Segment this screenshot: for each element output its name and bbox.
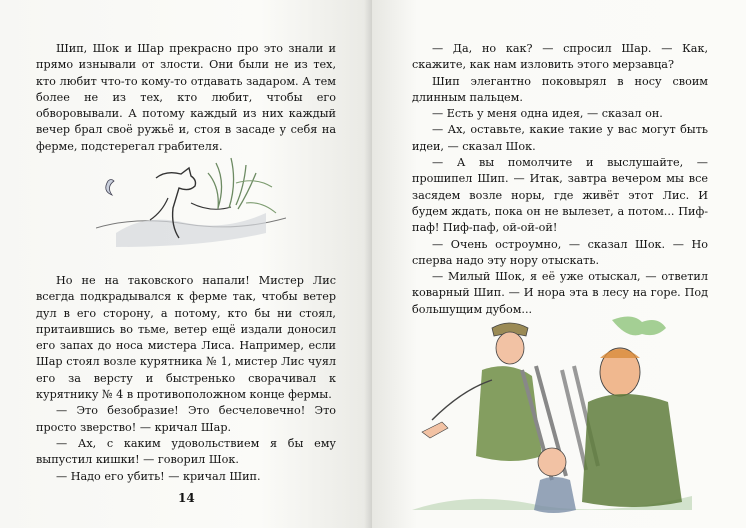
paragraph: — Есть у меня одна идея, — сказал он. bbox=[432, 107, 663, 121]
paragraph: Шип, Шок и Шар прекрасно про это знали и прямо изнывали от злости. Они были не из тех, кто любит что-то кому-то отдавать задаром. А тем более не из тех, кто любит, чтобы его обворовывали. А потому каждый из них каждый вечер брал своё ружьё и, стоя в засаде у себя на ферме, подстерегал грабителя. bbox=[36, 42, 336, 153]
left-text-top bbox=[36, 41, 336, 155]
paragraph: — Очень остроумно, — сказал Шок. — Но сперва надо эту нору отыскать. bbox=[412, 237, 708, 267]
left-text-bottom bbox=[36, 273, 336, 485]
paragraph: Шип элегантно поковырял в носу своим длинным пальцем. bbox=[412, 74, 708, 104]
paragraph: — Надо его убить! — кричал Шип. bbox=[56, 469, 261, 483]
page-number: 14 bbox=[178, 491, 195, 505]
paragraph: — А вы помолчите и выслушайте, — прошипел Шип. — Итак, завтра вечером мы все засядем возле норы, где живёт этот Лис. И будем ждать, пока он не вылезет, а потом... Пиф-паф! Пиф-паф, ой-ой-ой! bbox=[412, 156, 708, 235]
left-page bbox=[0, 0, 372, 528]
farmers-illustration bbox=[412, 310, 692, 520]
paragraph: — Ах, оставьте, какие такие у вас могут быть идеи, — сказал Шок. bbox=[412, 123, 708, 153]
paragraph: — Ах, с каким удовольствием я бы ему выпустил кишки! — говорил Шок. bbox=[36, 436, 336, 467]
paragraph: Но не на таковского напали! Мистер Лис всегда подкрадывался к ферме так, чтобы ветер дул в его сторону, а потому, кто бы ни стоял, притаившись во тьме, ветер ещё издали доносил его запах до носа мистера Лиса. Например, если Шар стоял возле курятника № 1, мистер Лис чуял его за версту и быстренько сворачивал к курятнику № 4 в противоположном конце фермы. bbox=[36, 274, 336, 402]
paragraph: — Да, но как? — спросил Шар. — Как, скажите, как нам изловить этого мерзавца? bbox=[412, 42, 708, 72]
paragraph: — Милый Шок, я её уже отыскал, — ответил коварный Шип. — И нора эта в лесу на горе. Под большущим дубом... bbox=[412, 270, 708, 316]
paragraph: — Это безобразие! Это бесчеловечно! Это просто зверство! — кричал Шар. bbox=[36, 404, 336, 434]
fox-illustration bbox=[96, 143, 286, 253]
right-text bbox=[412, 41, 708, 318]
